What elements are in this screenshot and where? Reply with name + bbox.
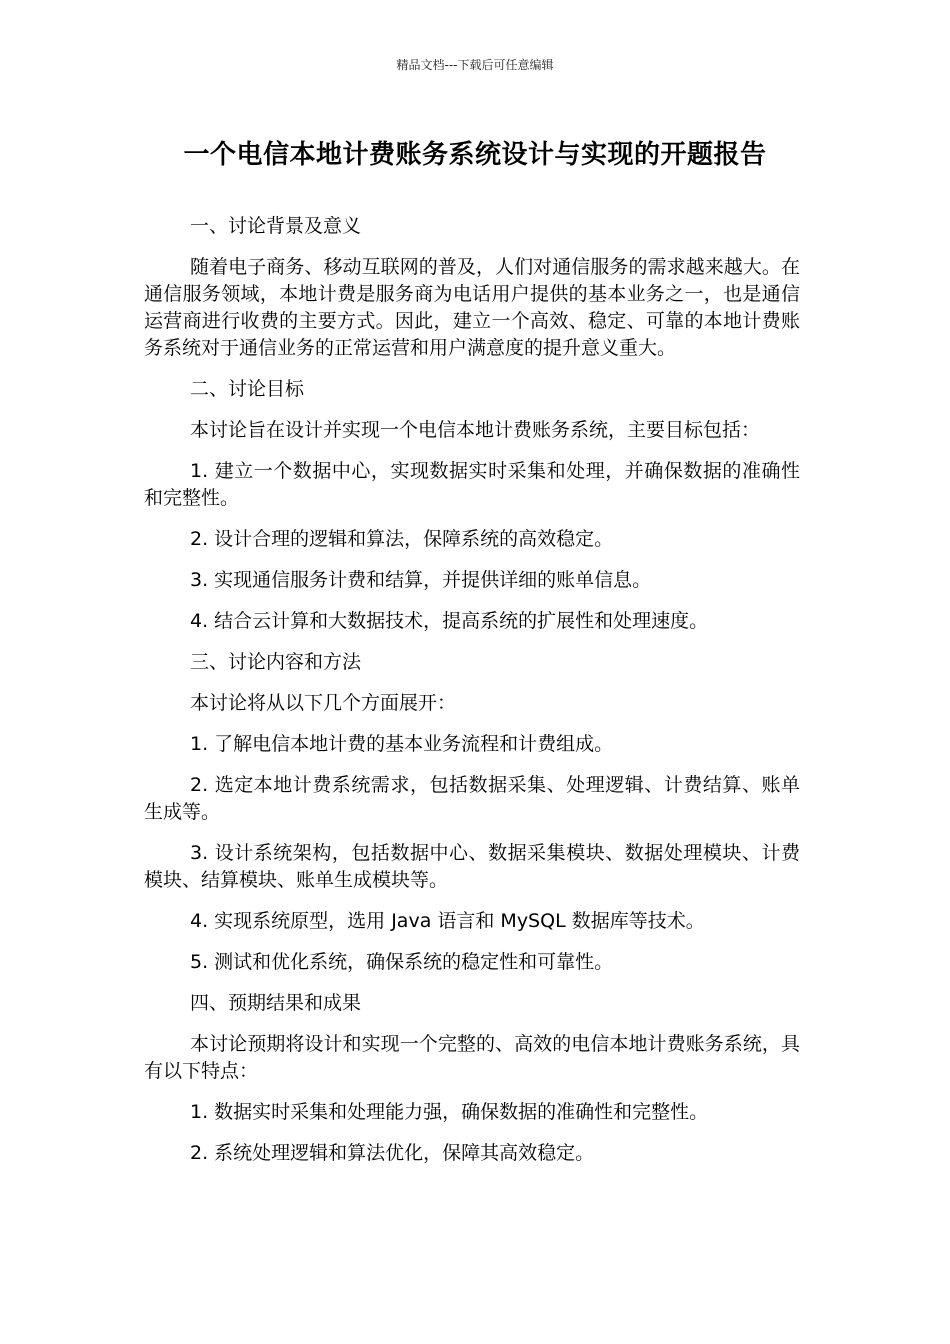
list-item-method-1: 1. 了解电信本地计费的基本业务流程和计费组成。	[190, 733, 614, 755]
document-body	[144, 213, 800, 1181]
list-item-goal-1: 1. 建立一个数据中心，实现数据实时采集和处理，并确保数据的准确性和完整性。	[144, 460, 800, 509]
paragraph-goals-intro: 本讨论旨在设计并实现一个电信本地计费账务系统，主要目标包括：	[190, 419, 761, 441]
paragraph-outcomes-intro: 本讨论预期将设计和实现一个完整的、高效的电信本地计费账务系统，具有以下特点：	[144, 1033, 800, 1082]
section-heading-goals: 二、讨论目标	[190, 378, 305, 400]
paragraph-background: 随着电子商务、移动互联网的普及，人们对通信服务的需求越来越大。在通信服务领域，本地计费是服务商为电话用户提供的基本业务之一，也是通信运营商进行收费的主要方式。因此，建立一个高效、稳定、可靠的本地计费账务系统对于通信业务的正常运营和用户满意度的提升意义重大。	[144, 256, 800, 359]
section-heading-methods: 三、讨论内容和方法	[190, 651, 362, 673]
document-title: 一个电信本地计费账务系统设计与实现的开题报告	[183, 140, 767, 170]
list-item-method-2: 2. 选定本地计费系统需求，包括数据采集、处理逻辑、计费结算、账单生成等。	[144, 774, 800, 823]
list-item-goal-2: 2. 设计合理的逻辑和算法，保障系统的高效稳定。	[190, 528, 614, 550]
list-item-outcome-2: 2. 系统处理逻辑和算法优化，保障其高效稳定。	[190, 1142, 595, 1164]
section-heading-outcomes: 四、预期结果和成果	[190, 992, 362, 1014]
paragraph-methods-intro: 本讨论将从以下几个方面展开：	[190, 692, 457, 714]
list-item-outcome-1: 1. 数据实时采集和处理能力强，确保数据的准确性和完整性。	[190, 1101, 709, 1123]
list-item-method-4: 4. 实现系统原型，选用 Java 语言和 MySQL 数据库等技术。	[190, 910, 705, 932]
list-item-goal-3: 3. 实现通信服务计费和结算，并提供详细的账单信息。	[190, 569, 652, 591]
list-item-method-5: 5. 测试和优化系统，确保系统的稳定性和可靠性。	[190, 951, 614, 973]
list-item-method-3: 3. 设计系统架构，包括数据中心、数据采集模块、数据处理模块、计费模块、结算模块、账单生成模块等。	[144, 842, 800, 891]
page-header-note: 精品文档---下载后可任意编辑	[396, 58, 554, 72]
list-item-goal-4: 4. 结合云计算和大数据技术，提高系统的扩展性和处理速度。	[190, 610, 709, 632]
section-heading-background: 一、讨论背景及意义	[190, 215, 362, 237]
